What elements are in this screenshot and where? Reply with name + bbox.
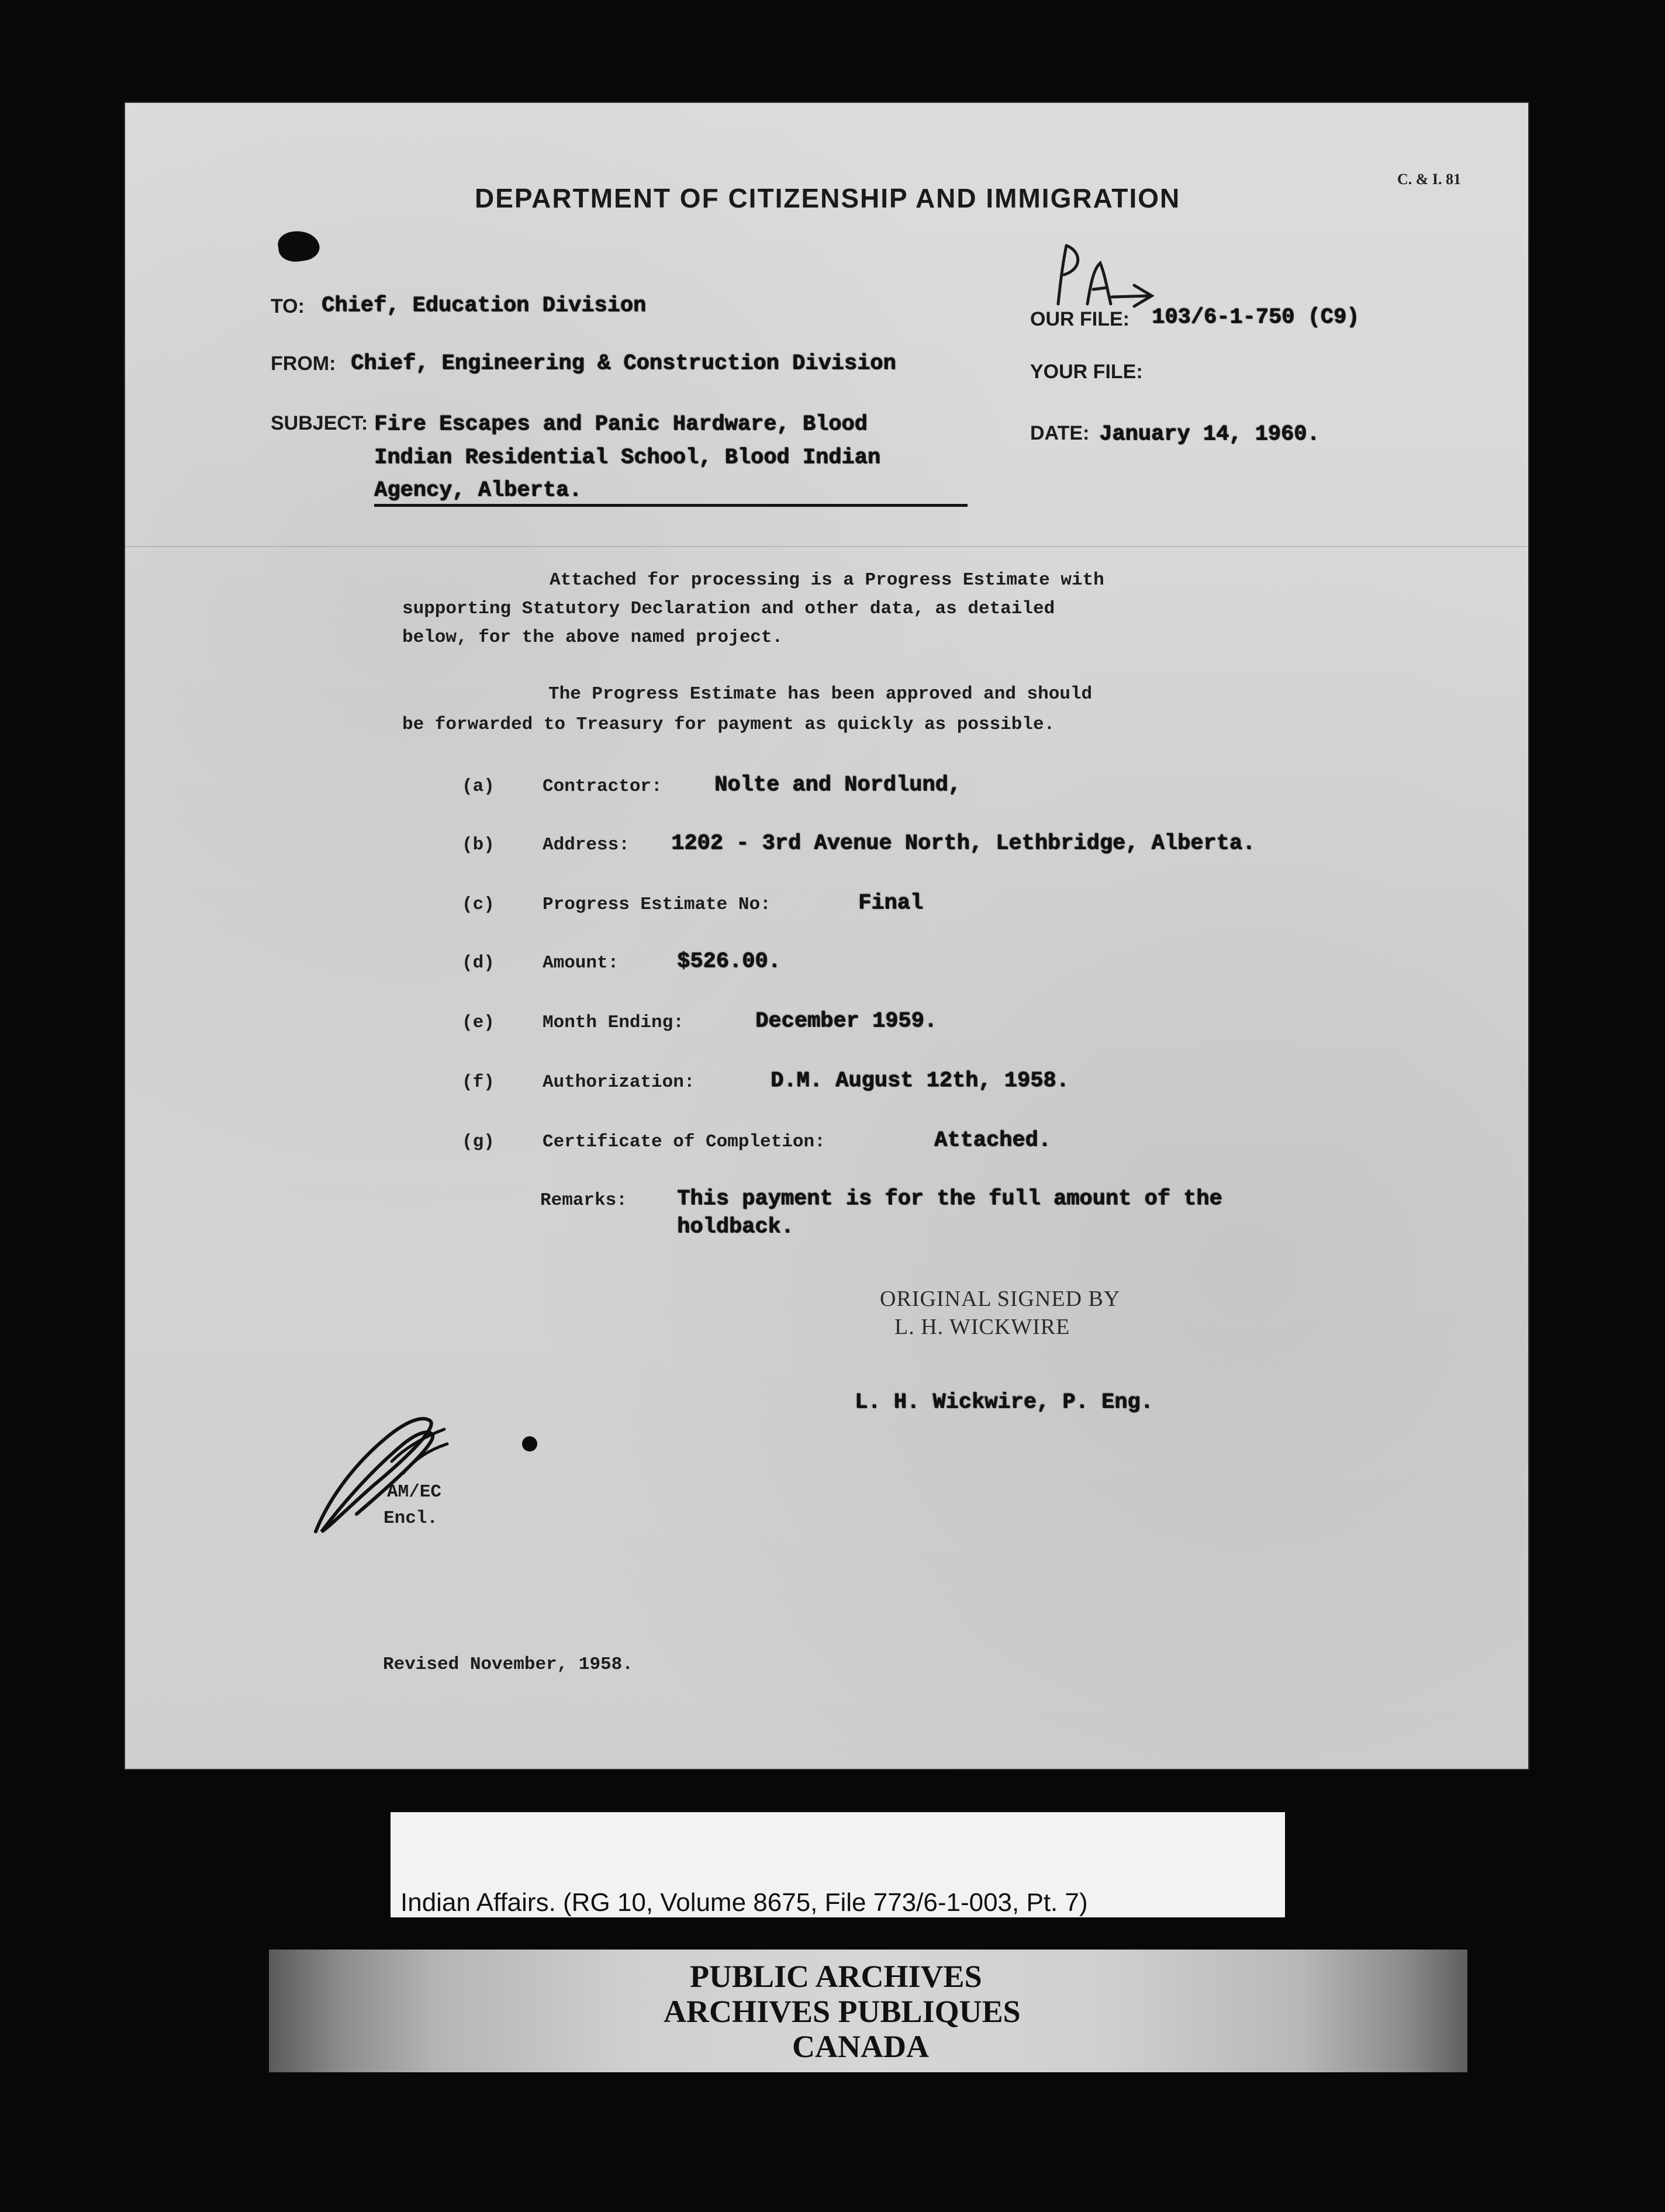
paragraph-1-line-1: Attached for processing is a Progress Estimate with <box>550 570 1104 590</box>
item-letter-b: (b) <box>462 835 495 855</box>
from-label: FROM: <box>271 352 336 375</box>
paper-fold-line <box>125 546 1528 547</box>
item-value-progress-estimate-no: Final <box>858 891 924 915</box>
typist-initials: AM/EC <box>387 1482 442 1502</box>
item-label-progress-estimate-no: Progress Estimate No: <box>543 894 771 915</box>
item-letter-c: (c) <box>462 894 495 915</box>
paragraph-1-line-2: supporting Statutory Declaration and other data, as detailed <box>402 599 1055 619</box>
item-letter-g: (g) <box>462 1132 495 1152</box>
from-value: Chief, Engineering & Construction Division <box>351 351 896 376</box>
item-label-address: Address: <box>543 835 630 855</box>
paragraph-2-line-2: be forwarded to Treasury for payment as quickly as possible. <box>402 714 1055 735</box>
item-letter-e: (e) <box>462 1012 495 1033</box>
item-value-address: 1202 - 3rd Avenue North, Lethbridge, Alberta. <box>671 831 1256 856</box>
signatory-name: L. H. Wickwire, P. Eng. <box>855 1390 1153 1415</box>
remarks-line-2: holdback. <box>677 1215 794 1239</box>
item-value-authorization: D.M. August 12th, 1958. <box>771 1069 1069 1093</box>
enclosure-note: Encl. <box>384 1508 438 1529</box>
subject-line-1: Fire Escapes and Panic Hardware, Blood <box>374 412 868 437</box>
paragraph-1-line-3: below, for the above named project. <box>402 627 783 648</box>
signer-name-stamp: L. H. WICKWIRE <box>894 1315 1070 1339</box>
form-code: C. & I. 81 <box>1397 171 1462 188</box>
subject-line-2: Indian Residential School, Blood Indian <box>374 445 880 470</box>
item-letter-f: (f) <box>462 1072 495 1093</box>
item-label-authorization: Authorization: <box>543 1072 695 1093</box>
item-value-certificate-of-completion: Attached. <box>934 1128 1051 1153</box>
department-heading: DEPARTMENT OF CITIZENSHIP AND IMMIGRATION <box>475 183 1181 213</box>
subject-underline <box>374 504 968 507</box>
subject-label: SUBJECT: <box>271 412 368 434</box>
date-label: DATE: <box>1030 422 1090 444</box>
paragraph-2-line-1: The Progress Estimate has been approved and should <box>548 684 1093 704</box>
item-label-certificate-of-completion: Certificate of Completion: <box>543 1132 825 1152</box>
item-value-month-ending: December 1959. <box>755 1009 937 1034</box>
item-label-contractor: Contractor: <box>543 776 662 797</box>
original-signed-stamp: ORIGINAL SIGNED BY <box>880 1287 1121 1311</box>
public-archives-line: PUBLIC ARCHIVES <box>690 1959 982 1994</box>
archives-publiques-line: ARCHIVES PUBLIQUES <box>664 1994 1021 2029</box>
item-letter-d: (d) <box>462 953 495 973</box>
punch-dot <box>522 1436 537 1451</box>
subject-line-3: Agency, Alberta. <box>374 478 582 503</box>
archive-reference-text: Indian Affairs. (RG 10, Volume 8675, File 773/6-1-003, Pt. 7) <box>400 1888 1088 1917</box>
revised-date-note: Revised November, 1958. <box>383 1654 633 1675</box>
canada-line: CANADA <box>792 2029 929 2064</box>
date-value: January 14, 1960. <box>1099 422 1320 447</box>
item-letter-a: (a) <box>462 776 495 797</box>
item-label-month-ending: Month Ending: <box>543 1012 684 1033</box>
remarks-line-1: This payment is for the full amount of the <box>677 1187 1222 1211</box>
item-value-contractor: Nolte and Nordlund, <box>714 773 961 797</box>
to-label: TO: <box>271 295 305 317</box>
to-value: Chief, Education Division <box>322 293 647 318</box>
item-value-amount: $526.00. <box>677 949 781 974</box>
your-file-label: YOUR FILE: <box>1030 361 1143 383</box>
item-label-amount: Amount: <box>543 953 619 973</box>
our-file-label: OUR FILE: <box>1030 308 1129 330</box>
our-file-value: 103/6-1-750 (C9) <box>1152 305 1360 330</box>
remarks-label: Remarks: <box>540 1190 627 1211</box>
